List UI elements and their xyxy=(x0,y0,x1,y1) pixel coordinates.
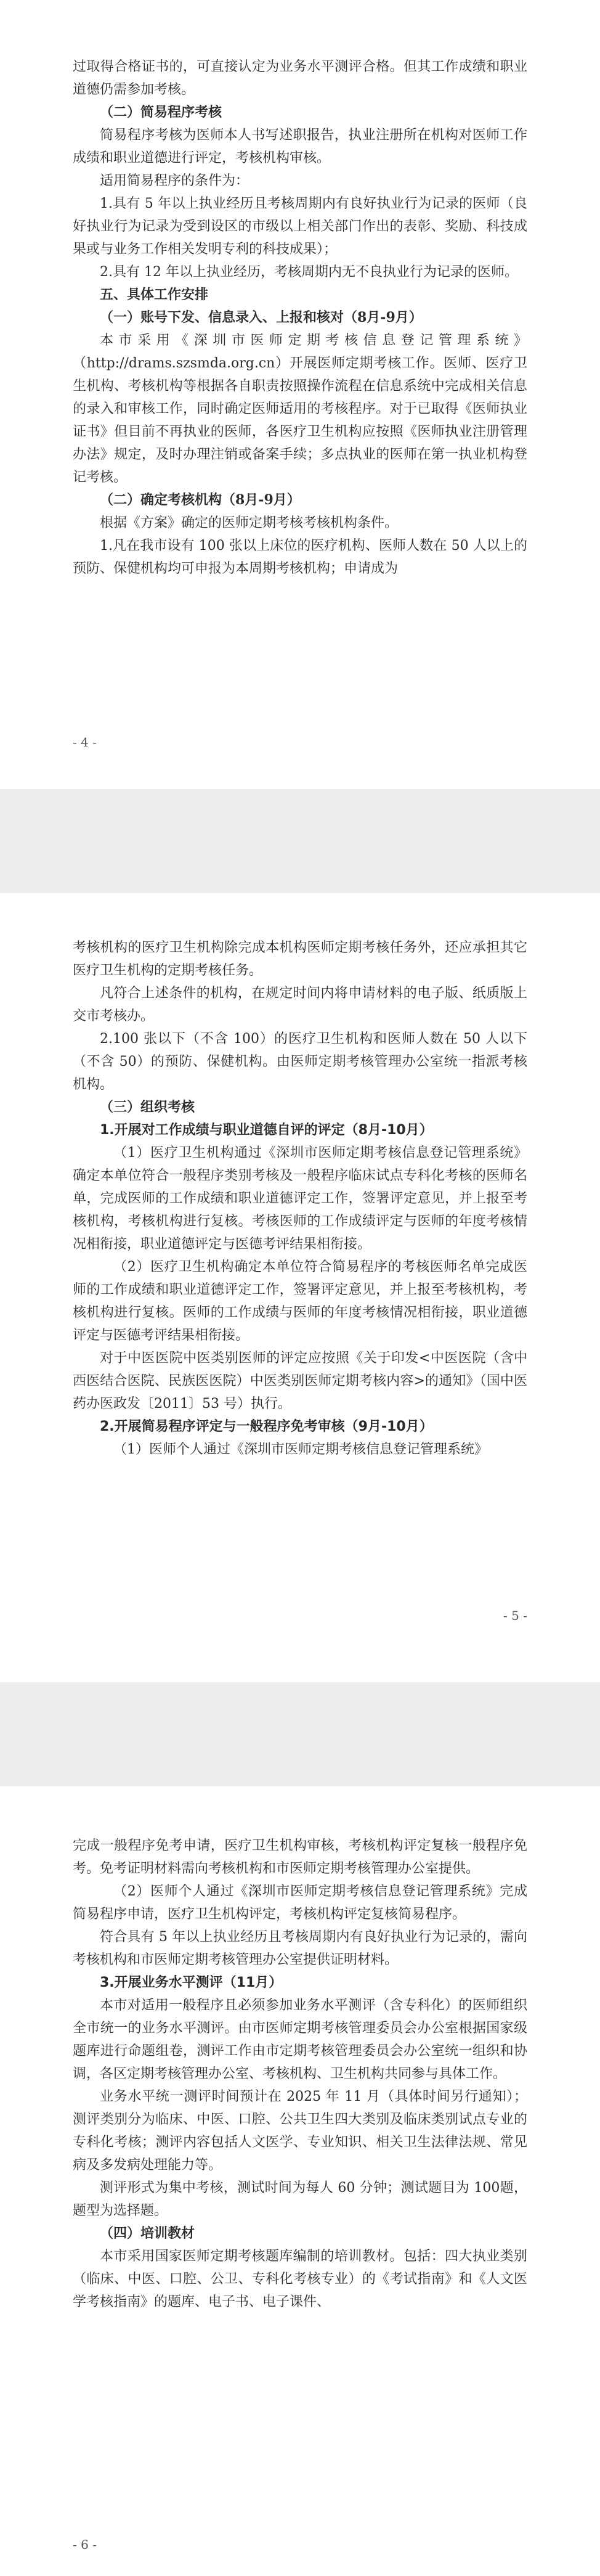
section-heading: 1.开展对工作成绩与职业道德自评的评定（8月-10月） xyxy=(100,1122,433,1138)
section-heading: 2.开展简易程序评定与一般程序免考审核（9月-10月） xyxy=(100,1419,433,1434)
page-separator xyxy=(0,1682,600,1786)
paragraph: （2）医疗卫生机构确定本单位符合简易程序的考核医师名单完成医师的工作成绩和职业道德评定工作，签署评定意见，并上报至考核机构，考核机构进行复核。医师的工作成绩与医师的年度考核情况相衔接，职业道德评定与医德考评结果相衔接。 xyxy=(73,1259,527,1343)
paragraph: （1）医师个人通过《深圳市医师定期考核信息登记管理系统》 xyxy=(113,1442,488,1457)
paragraph: 本市采用国家医师定期考核题库编制的培训教材。包括：四大执业类别（临床、中医、口腔、公卫、专科化考核专业）的《考试指南》和《人文医学考核指南》的题库、电子书、电子课件、 xyxy=(73,2249,527,2310)
paragraph: 2.100 张以下（不含 100）的医疗卫生机构和医师人数在 50 人以下（不含 50）的预防、保健机构。由医师定期考核管理办公室统一指派考核机构。 xyxy=(73,1031,527,1092)
paragraph: （1）医疗卫生机构通过《深圳市医师定期考核信息登记管理系统》确定本单位符合一般程序类别考核及一般程序临床试点专科化考核的医师名单，完成医师的工作成绩和职业道德评定工作，签署评定意见，并上报至考核机构，考核机构进行复核。考核医师的工作成绩评定与医师的年度考核情况相衔接，职业道德评定与医德考评结果相衔接。 xyxy=(73,1145,527,1252)
paragraph: 符合具有 5 年以上执业经历且考核周期内有良好执业行为记录的，需向考核机构和市医师定期考核管理办公室提供证明材料。 xyxy=(73,1929,527,1968)
paragraph: 业务水平统一测评时间预计在 2025 年 11 月（具体时间另行通知）；测评类别分为临床、中医、口腔、公共卫生四大类别及临床类别试点专业的专科化考核；测评内容包括人文医学、专业知识、相关卫生法律法规、常见病及多发病处理能力等。 xyxy=(73,2089,527,2173)
section-heading: （三）组织考核 xyxy=(100,1099,195,1115)
section-heading: （一）账号下发、信息录入、上报和核对（8月-9月） xyxy=(100,309,423,325)
paragraph: 简易程序考核为医师本人书写述职报告，执业注册所在机构对医师工作成绩和职业道德进行评定，考核机构审核。 xyxy=(73,128,527,166)
paragraph: 对于中医医院中医类别医师的评定应按照《关于印发<中医医院（含中西医结合医院、民族医医院）中医类别医师定期考核内容>的通知》（国中医药办医政发〔2011〕53 号）执行。 xyxy=(73,1351,527,1412)
document-page-4 xyxy=(0,0,600,789)
page-number: - 5 - xyxy=(503,1608,527,1623)
page-6-body xyxy=(73,1834,527,2313)
paragraph: 2.具有 12 年以上执业经历，考核周期内无不良执业行为记录的医师。 xyxy=(100,264,518,280)
paragraph: 适用简易程序的条件为： xyxy=(100,173,249,189)
paragraph: 测评形式为集中考核，测试时间为每人 60 分钟；测试题目为 100题，题型为选择题。 xyxy=(73,2180,527,2218)
paragraph: 本市采用《深圳市医师定期考核信息登记管理系统》（http://drams.szsmda.org.cn）开展医师定期考核工作。医师、医疗卫生机构、考核机构等根据各自职责按照操作流程在信息系统中完成相关信息的录入和审核工作，同时确定医师适用的考核程序。对于已取得《医师执业证书》但目前不再执业的医师，各医疗卫生机构应按照《医师执业注册管理办法》规定，及时办理注销或备案手续；多点执业的医师在第一执业机构登记考核。 xyxy=(73,333,527,485)
paragraph: 1.具有 5 年以上执业经历且考核周期内有良好执业行为记录的医师（良好执业行为记录为受到设区的市级以上相关部门作出的表彰、奖励、科技成果或与业务工作相关发明专利的科技成果）； xyxy=(73,196,527,257)
paragraph: 考核机构的医疗卫生机构除完成本机构医师定期考核任务外，还应承担其它医疗卫生机构的定期考核任务。 xyxy=(73,940,527,978)
paragraph: 完成一般程序免考申请，医疗卫生机构审核，考核机构评定复核一般程序免考。免考证明材料需向考核机构和市医师定期考核管理办公室提供。 xyxy=(73,1838,527,1876)
paragraph: 根据《方案》确定的医师定期考核考核机构条件。 xyxy=(100,515,399,531)
section-heading: （二）确定考核机构（8月-9月） xyxy=(100,492,301,508)
document-page-6 xyxy=(0,1786,600,2575)
paragraph: 凡符合上述条件的机构，在规定时间内将申请材料的电子版、纸质版上交市考核办。 xyxy=(73,986,527,1024)
section-heading: （二）简易程序考核 xyxy=(100,104,222,120)
section-heading: 五、具体工作安排 xyxy=(100,287,209,303)
paragraph: 本市对适用一般程序且必须参加业务水平测评（含专科化）的医师组织全市统一的业务水平测评。由市医师定期考核管理委员会办公室根据国家级题库进行命题组卷，测评工作由市定期考核管理委员会办公室统一组织和协调，各区定期考核管理办公室、考核机构、卫生机构共同参与具体工作。 xyxy=(73,1998,527,2082)
document-page-5 xyxy=(0,893,600,1682)
paragraph: （2）医师个人通过《深圳市医师定期考核信息登记管理系统》完成简易程序申请，医疗卫生机构评定，考核机构评定复核简易程序。 xyxy=(73,1884,527,1922)
section-heading: （四）培训教材 xyxy=(100,2225,195,2241)
page-separator xyxy=(0,789,600,893)
page-number: - 6 - xyxy=(73,2537,97,2552)
paragraph: 1.凡在我市设有 100 张以上床位的医疗机构、医师人数在 50 人以上的预防、保健机构均可申报为本周期考核机构；申请成为 xyxy=(73,538,527,576)
paragraph: 过取得合格证书的，可直接认定为业务水平测评合格。但其工作成绩和职业道德仍需参加考核。 xyxy=(73,59,527,97)
section-heading: 3.开展业务水平测评（11月） xyxy=(100,1975,283,1990)
page-5-body xyxy=(73,936,527,1461)
page-4-body xyxy=(73,55,527,580)
page-number: - 4 - xyxy=(73,735,97,750)
